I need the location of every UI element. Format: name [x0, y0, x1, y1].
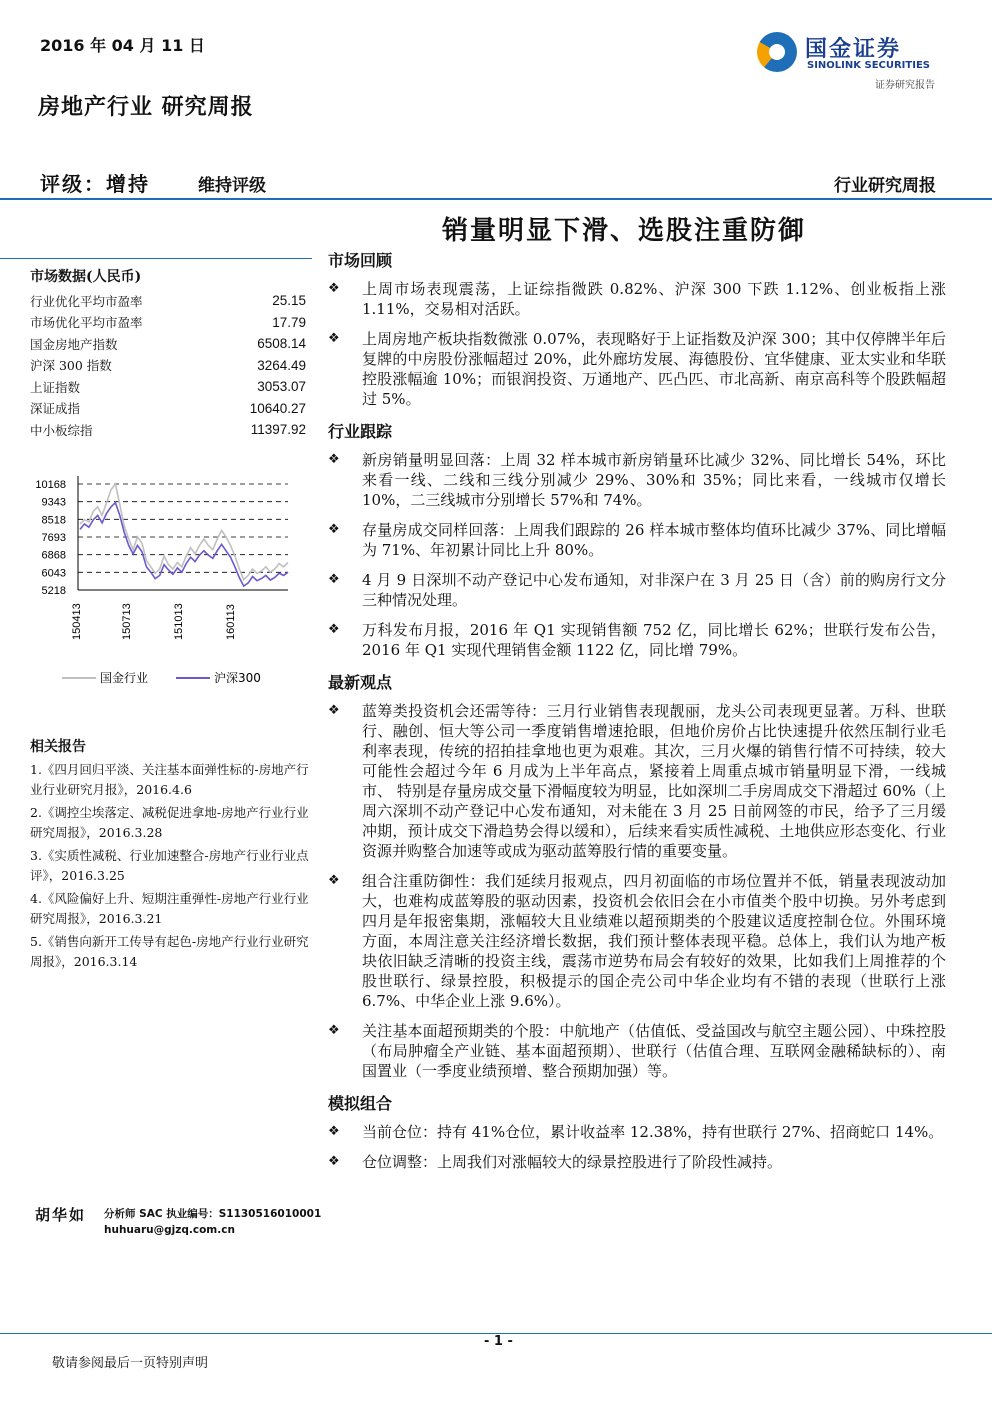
bullet-text: 存量房成交同样回落：上周我们跟踪的 26 样本城市整体均值环比减少 37%、同比增幅为 71%、年初累计同比上升 80%。: [362, 521, 946, 559]
header-divider: [0, 198, 992, 200]
bullet-text: 上周市场表现震荡，上证综指微跌 0.82%、沪深 300 下跌 1.12%、创业板指上涨 1.11%，交易相对活跃。: [362, 280, 946, 318]
diamond-bullet-icon: ❖: [328, 873, 340, 888]
market-data-title: 市场数据(人民币): [30, 269, 142, 285]
chart-y-tick-label: 7693: [41, 532, 66, 544]
market-data-value: 17.79: [272, 314, 306, 330]
headline: 销量明显下滑、选股注重防御: [442, 216, 807, 246]
bullet-item: [328, 450, 946, 510]
bullet-text: 上周房地产板块指数微涨 0.07%，表现略好于上证指数及沪深 300；其中仅停牌半年后复牌的中房股份涨幅超过 20%，此外廊坊发展、海德股份、宜华健康、亚太实业和华联控股涨幅逾 10%；而银润投资、万通地产、匹凸匹、市北高新、南京高科等个股跌幅超过 5%。: [362, 330, 946, 408]
market-data-value: 6508.14: [257, 336, 306, 352]
market-data-value: 3264.49: [257, 357, 306, 373]
report-type: 房地产行业 研究周报: [38, 94, 254, 120]
logo-name-cn: 国金证券: [805, 36, 902, 62]
chart-x-tick-label: 151013: [173, 603, 185, 640]
chart-legend-label: 国金行业: [100, 671, 149, 685]
bullet-item: [328, 701, 946, 861]
rating: 评级：增持: [40, 172, 150, 196]
market-data-name: 国金房地产指数: [30, 336, 118, 352]
section-title: 最新观点: [328, 673, 393, 692]
related-report-item[interactable]: 4.《风险偏好上升、短期注重弹性-房地产行业行业研究周报》，2016.3.21: [30, 891, 309, 926]
main-content: [328, 248, 946, 1182]
footer-note: 敬请参阅最后一页特别声明: [52, 1356, 209, 1371]
bullet-text: 新房销量明显回落：上周 32 样本城市新房销量环比减少 32%、同比增长 54%，环比来看一线、二线和三线分别减少 29%、30%和 35%；同比来看，一线城市仅增长 10%，二三线城市分别增长 57%和 74%。: [362, 451, 946, 509]
market-data-name: 深证成指: [30, 401, 81, 417]
sinolink-logo: [757, 30, 947, 90]
logo-name-en: SINOLINK SECURITIES: [807, 60, 930, 71]
analyst-name: 胡华如: [35, 1206, 87, 1224]
chart-y-tick-label: 5218: [41, 585, 66, 597]
chart-x-tick-label: 150413: [71, 603, 83, 640]
related-report-item[interactable]: 5.《销售向新开工传导有起色-房地产行业行业研究周报》，2016.3.14: [30, 934, 309, 969]
bullet-item: [328, 620, 946, 660]
chart-y-tick-label: 6868: [41, 549, 66, 562]
bullet-item: [328, 1122, 946, 1142]
report-category: 行业研究周报: [834, 176, 936, 196]
bullet-item: [328, 871, 946, 1011]
bullet-text: 关注基本面超预期类的个股：中航地产（估值低、受益国改与航空主题公园）、中珠控股（布局肿瘤全产业链、基本面超预期）、世联行（估值合理、互联网金融稀缺标的）、南国置业（一季度业绩预增、整合预期加强）等。: [362, 1022, 946, 1080]
market-data-row: [30, 312, 306, 334]
diamond-bullet-icon: ❖: [328, 622, 340, 637]
market-data-row: [30, 376, 306, 398]
bullet-text: 当前仓位：持有 41%仓位，累计收益率 12.38%，持有世联行 27%、招商蛇口 14%。: [362, 1123, 944, 1141]
analyst-email[interactable]: huhuaru@gjzq.com.cn: [104, 1224, 235, 1236]
market-data-value: 3053.07: [257, 379, 306, 395]
rating-status: 维持评级: [198, 176, 266, 196]
chart-x-tick-label: 160113: [225, 604, 237, 640]
diamond-bullet-icon: ❖: [328, 1154, 340, 1169]
analyst-cert: 分析师 SAC 执业编号：S1130516010001: [104, 1208, 322, 1220]
market-data-value: 25.15: [272, 293, 306, 309]
index-line-chart: [20, 460, 310, 700]
diamond-bullet-icon: ❖: [328, 331, 340, 346]
related-report-item[interactable]: 1.《四月回归平淡、关注基本面弹性标的-房地产行业行业研究月报》，2016.4.6: [30, 762, 309, 797]
bullet-text: 万科发布月报，2016 年 Q1 实现销售额 752 亿，同比增长 62%；世联行发布公告，2016 年 Q1 实现代理销售金额 1122 亿，同比增 79%。: [362, 621, 946, 659]
diamond-bullet-icon: ❖: [328, 1023, 340, 1038]
bullet-item: [328, 279, 946, 319]
market-data-name: 市场优化平均市盈率: [30, 315, 143, 331]
bullet-text: 组合注重防御性：我们延续月报观点，四月初面临的市场位置并不低，销量表现波动加大，也难构成蓝筹股的驱动因素，投资机会依旧会在小市值类个股中切换。另外考虑到四月是年报密集期，涨幅较大且业绩难以超预期类的个股建议适度控制仓位。外围环境方面，本周注意关注经济增长数据，我们预计整体表现平稳。总体上，我们认为地产板块依旧缺乏清晰的投资主线，震荡市逆势布局会有较好的效果，比如我们上周推荐的个股世联行、绿景控股，积极提示的国企壳公司中华企业均有不错的表现（世联行上涨 6.7%、中华企业上涨 9.6%）。: [362, 872, 946, 1010]
bullet-item: [328, 329, 946, 409]
market-data-name: 行业优化平均市盈率: [30, 293, 143, 309]
chart-y-tick-label: 8518: [41, 514, 66, 527]
bullet-text: 4 月 9 日深圳不动产登记中心发布通知，对非深户在 3 月 25 日（含）前的购房行文分三种情况处理。: [362, 571, 946, 609]
market-data-value: 11397.92: [250, 422, 306, 438]
chart-y-tick-label: 6043: [41, 567, 66, 580]
page-number: - 1 -: [484, 1334, 513, 1349]
bullet-item: [328, 520, 946, 560]
related-report-item[interactable]: 3.《实质性减税、行业加速整合-房地产行业行业点评》，2016.3.25: [30, 848, 309, 883]
chart-x-tick-label: 150713: [121, 603, 133, 640]
logo-subtitle: 证券研究报告: [875, 80, 935, 91]
market-data-row: [30, 333, 306, 355]
section-title: 模拟组合: [328, 1094, 393, 1113]
related-reports-list: [30, 760, 318, 975]
chart-legend-label: 沪深300: [214, 671, 261, 685]
bullet-item: [328, 1021, 946, 1081]
market-data-name: 上证指数: [30, 379, 81, 395]
diamond-bullet-icon: ❖: [328, 1124, 340, 1139]
report-date: 2016 年 04 月 11 日: [40, 36, 205, 55]
market-data-name: 中小板综指: [30, 422, 93, 438]
bullet-item: [328, 570, 946, 610]
market-data-row: [30, 355, 306, 377]
related-report-item[interactable]: 2.《调控尘埃落定、减税促进拿地-房地产行业行业研究周报》，2016.3.28: [30, 805, 309, 840]
chart-y-tick-label: 10168: [35, 479, 66, 491]
bullet-text: 蓝筹类投资机会还需等待：三月行业销售表现靓丽，龙头公司表现更显著。万科、世联行、融创、恒大等公司一季度销售增速抢眼，但地价房价占比快速提升依然压制行业毛利率表现，传统的招拍挂拿地也更为艰难。其次，三月火爆的销售行情不可持续，较大可能性会超过今年 6 月成为上半年高点，紧接着上周重点城市销量明显下滑，一线城市、 特别是存量房成交量下滑幅度较为明显，比如深圳二手房周成交下滑超过 60%（上周六深圳不动产登记中心发布通知，对未能在 3 月 25 日前网签的市民，给予了三月缓冲期，预计成交下滑趋势会得以缓和），后续来看实质性减税、土地供应形态变化、行业资源并购整合加速等或成为驱动蓝筹股行情的重要变量。: [362, 702, 946, 860]
bullet-text: 仓位调整：上周我们对涨幅较大的绿景控股进行了阶段性减持。: [362, 1153, 783, 1171]
market-data-row: [30, 398, 306, 420]
section-title: 行业跟踪: [328, 422, 393, 441]
diamond-bullet-icon: ❖: [328, 522, 340, 537]
sidebar-divider: [0, 258, 312, 259]
logo-mark-icon: [757, 32, 797, 72]
analyst-info: [104, 1206, 321, 1238]
section-title: 市场回顾: [328, 251, 393, 270]
market-data-table: [30, 290, 306, 441]
market-data-name: 沪深 300 指数: [30, 358, 112, 374]
market-data-value: 10640.27: [249, 400, 306, 416]
related-reports-title: 相关报告: [30, 739, 86, 755]
chart-y-tick-label: 9343: [41, 496, 66, 509]
market-data-row: [30, 290, 306, 312]
diamond-bullet-icon: ❖: [328, 572, 340, 587]
market-data-row: [30, 419, 306, 441]
chart-series-line: [80, 484, 288, 580]
diamond-bullet-icon: ❖: [328, 281, 340, 296]
diamond-bullet-icon: ❖: [328, 703, 340, 718]
bullet-item: [328, 1152, 946, 1172]
diamond-bullet-icon: ❖: [328, 452, 340, 467]
